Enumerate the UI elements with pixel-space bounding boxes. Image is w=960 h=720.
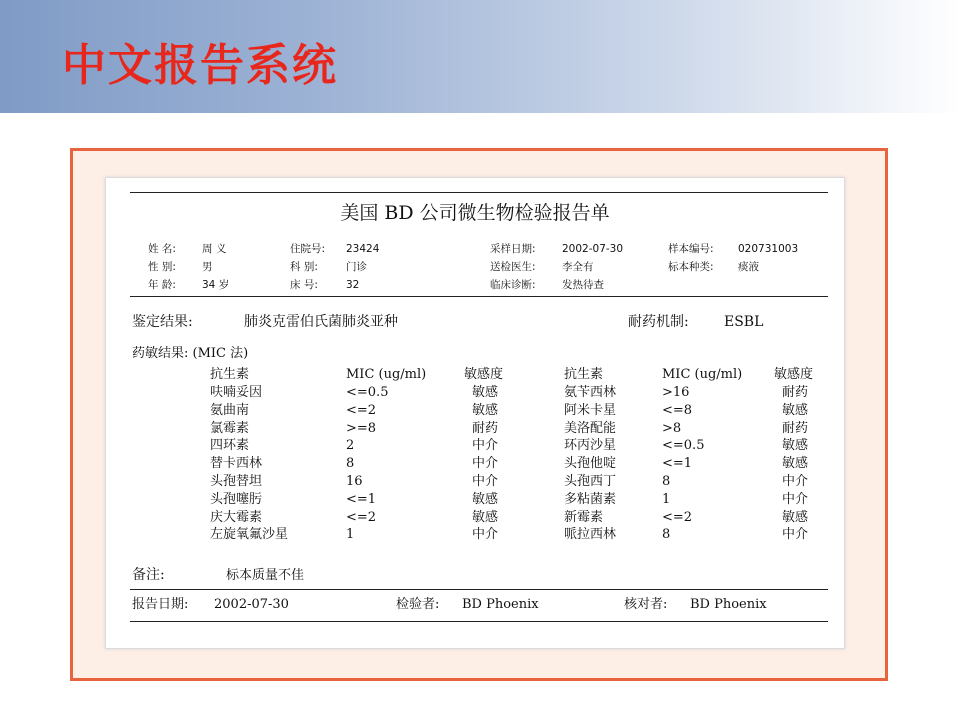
antibiotic-name: 美洛配能 <box>564 421 617 436</box>
mic-value: <=2 <box>346 403 377 418</box>
identification-label: 鉴定结果: <box>132 314 193 330</box>
header-rule <box>130 296 828 297</box>
patient-gender: 男 <box>202 261 213 273</box>
sample-type: 痰液 <box>738 261 759 273</box>
top-rule <box>130 192 828 193</box>
sensitivity-result: 耐药 <box>782 421 809 436</box>
bed-label: 床 号: <box>290 279 318 291</box>
mic-value: 2 <box>346 438 355 453</box>
patient-age-label: 年 龄: <box>148 279 176 291</box>
sensitivity-result: 中介 <box>472 527 499 542</box>
antibiotic-name: 氨苄西林 <box>564 385 617 400</box>
slide-title: 中文报告系统 <box>62 40 338 91</box>
antibiotic-name: 左旋氧氟沙星 <box>210 527 289 542</box>
patient-name: 周 义 <box>202 243 227 255</box>
mic-value: 16 <box>346 474 363 489</box>
remarks-label: 备注: <box>132 567 165 583</box>
sample-date-label: 采样日期: <box>490 243 536 255</box>
resistance-label: 耐药机制: <box>628 314 689 330</box>
identification: 肺炎克雷伯氏菌肺炎亚种 <box>244 314 398 330</box>
mic-value: <=8 <box>662 403 693 418</box>
antibiotic-name: 头孢西丁 <box>564 474 617 489</box>
mic-value: >16 <box>662 385 690 400</box>
sensitivity-result: 敏感 <box>782 456 809 471</box>
sensitivity-result: 中介 <box>782 527 809 542</box>
sensitivity-result: 敏感 <box>782 403 809 418</box>
sample-no: 020731003 <box>738 243 799 255</box>
sensitivity-result: 敏感 <box>472 510 499 525</box>
left-col-sensitivity: 敏感度 <box>464 367 504 382</box>
reviewer: BD Phoenix <box>690 597 767 612</box>
examiner-label: 检验者: <box>396 597 440 612</box>
sensitivity-result: 中介 <box>782 474 809 489</box>
inpatient-no-label: 住院号: <box>290 243 326 255</box>
antibiotic-name: 头孢替坦 <box>210 474 263 489</box>
antibiotic-name: 多粘菌素 <box>564 492 617 507</box>
report-date: 2002-07-30 <box>214 597 289 612</box>
resistance: ESBL <box>724 314 764 330</box>
mic-value: <=0.5 <box>662 438 705 453</box>
inpatient-no: 23424 <box>346 243 380 255</box>
report-title: 美国 BD 公司微生物检验报告单 <box>340 202 610 224</box>
sensitivity-result: 耐药 <box>782 385 809 400</box>
sensitivity-result: 中介 <box>782 492 809 507</box>
patient-name-label: 姓 名: <box>148 243 176 255</box>
mic-value: <=0.5 <box>346 385 389 400</box>
antibiotic-name: 呋喃妥因 <box>210 385 263 400</box>
bottom-rule <box>130 621 828 622</box>
sensitivity-result: 敏感 <box>472 385 499 400</box>
sensitivity-result: 敏感 <box>782 510 809 525</box>
bed: 32 <box>346 279 360 291</box>
diagnosis: 发热待查 <box>562 279 604 291</box>
sensitivity-result: 敏感 <box>472 492 499 507</box>
mic-value: 1 <box>662 492 671 507</box>
mic-value: <=2 <box>346 510 377 525</box>
report-date-label: 报告日期: <box>132 597 189 612</box>
sensitivity-result: 中介 <box>472 456 499 471</box>
report-paper <box>106 178 844 648</box>
sensitivity-result: 敏感 <box>472 403 499 418</box>
sample-date: 2002-07-30 <box>562 243 624 255</box>
antibiotic-name: 头孢噻肟 <box>210 492 263 507</box>
antibiotic-name: 替卡西林 <box>210 456 263 471</box>
doctor-label: 送检医生: <box>490 261 536 273</box>
mic-value: 8 <box>346 456 355 471</box>
mic-value: <=1 <box>346 492 377 507</box>
antibiotic-name: 环丙沙星 <box>564 438 617 453</box>
antibiotic-name: 新霉素 <box>564 510 604 525</box>
sensitivity-result: 中介 <box>472 438 499 453</box>
remarks-rule <box>130 589 828 590</box>
sensitivity-result: 敏感 <box>782 438 809 453</box>
remarks: 标本质量不佳 <box>226 568 305 583</box>
mic-value: 8 <box>662 527 671 542</box>
mic-value: >=8 <box>346 421 377 436</box>
susceptibility-label: 药敏结果: (MIC 法) <box>132 346 249 361</box>
examiner: BD Phoenix <box>462 597 539 612</box>
left-col-mic: MIC (ug/ml) <box>346 367 427 382</box>
reviewer-label: 核对者: <box>624 597 668 612</box>
antibiotic-name: 哌拉西林 <box>564 527 617 542</box>
mic-value: 8 <box>662 474 671 489</box>
diagnosis-label: 临床诊断: <box>490 279 536 291</box>
department: 门诊 <box>346 261 367 273</box>
mic-value: <=2 <box>662 510 693 525</box>
antibiotic-name: 氯霉素 <box>210 421 250 436</box>
antibiotic-name: 氨曲南 <box>210 403 250 418</box>
antibiotic-name: 庆大霉素 <box>210 510 263 525</box>
antibiotic-name: 头孢他啶 <box>564 456 617 471</box>
patient-gender-label: 性 别: <box>148 261 176 273</box>
department-label: 科 别: <box>290 261 318 273</box>
right-col-antibiotic: 抗生素 <box>564 367 604 382</box>
sample-type-label: 标本种类: <box>668 261 714 273</box>
mic-value: <=1 <box>662 456 693 471</box>
mic-value: 1 <box>346 527 355 542</box>
antibiotic-name: 四环素 <box>210 438 250 453</box>
right-col-mic: MIC (ug/ml) <box>662 367 743 382</box>
patient-age: 34 岁 <box>202 279 230 291</box>
sensitivity-result: 耐药 <box>472 421 499 436</box>
sensitivity-result: 中介 <box>472 474 499 489</box>
right-col-sensitivity: 敏感度 <box>774 367 814 382</box>
doctor: 李全有 <box>562 261 594 273</box>
sample-no-label: 样本编号: <box>668 243 714 255</box>
left-col-antibiotic: 抗生素 <box>210 367 250 382</box>
antibiotic-name: 阿米卡星 <box>564 403 617 418</box>
mic-value: >8 <box>662 421 682 436</box>
